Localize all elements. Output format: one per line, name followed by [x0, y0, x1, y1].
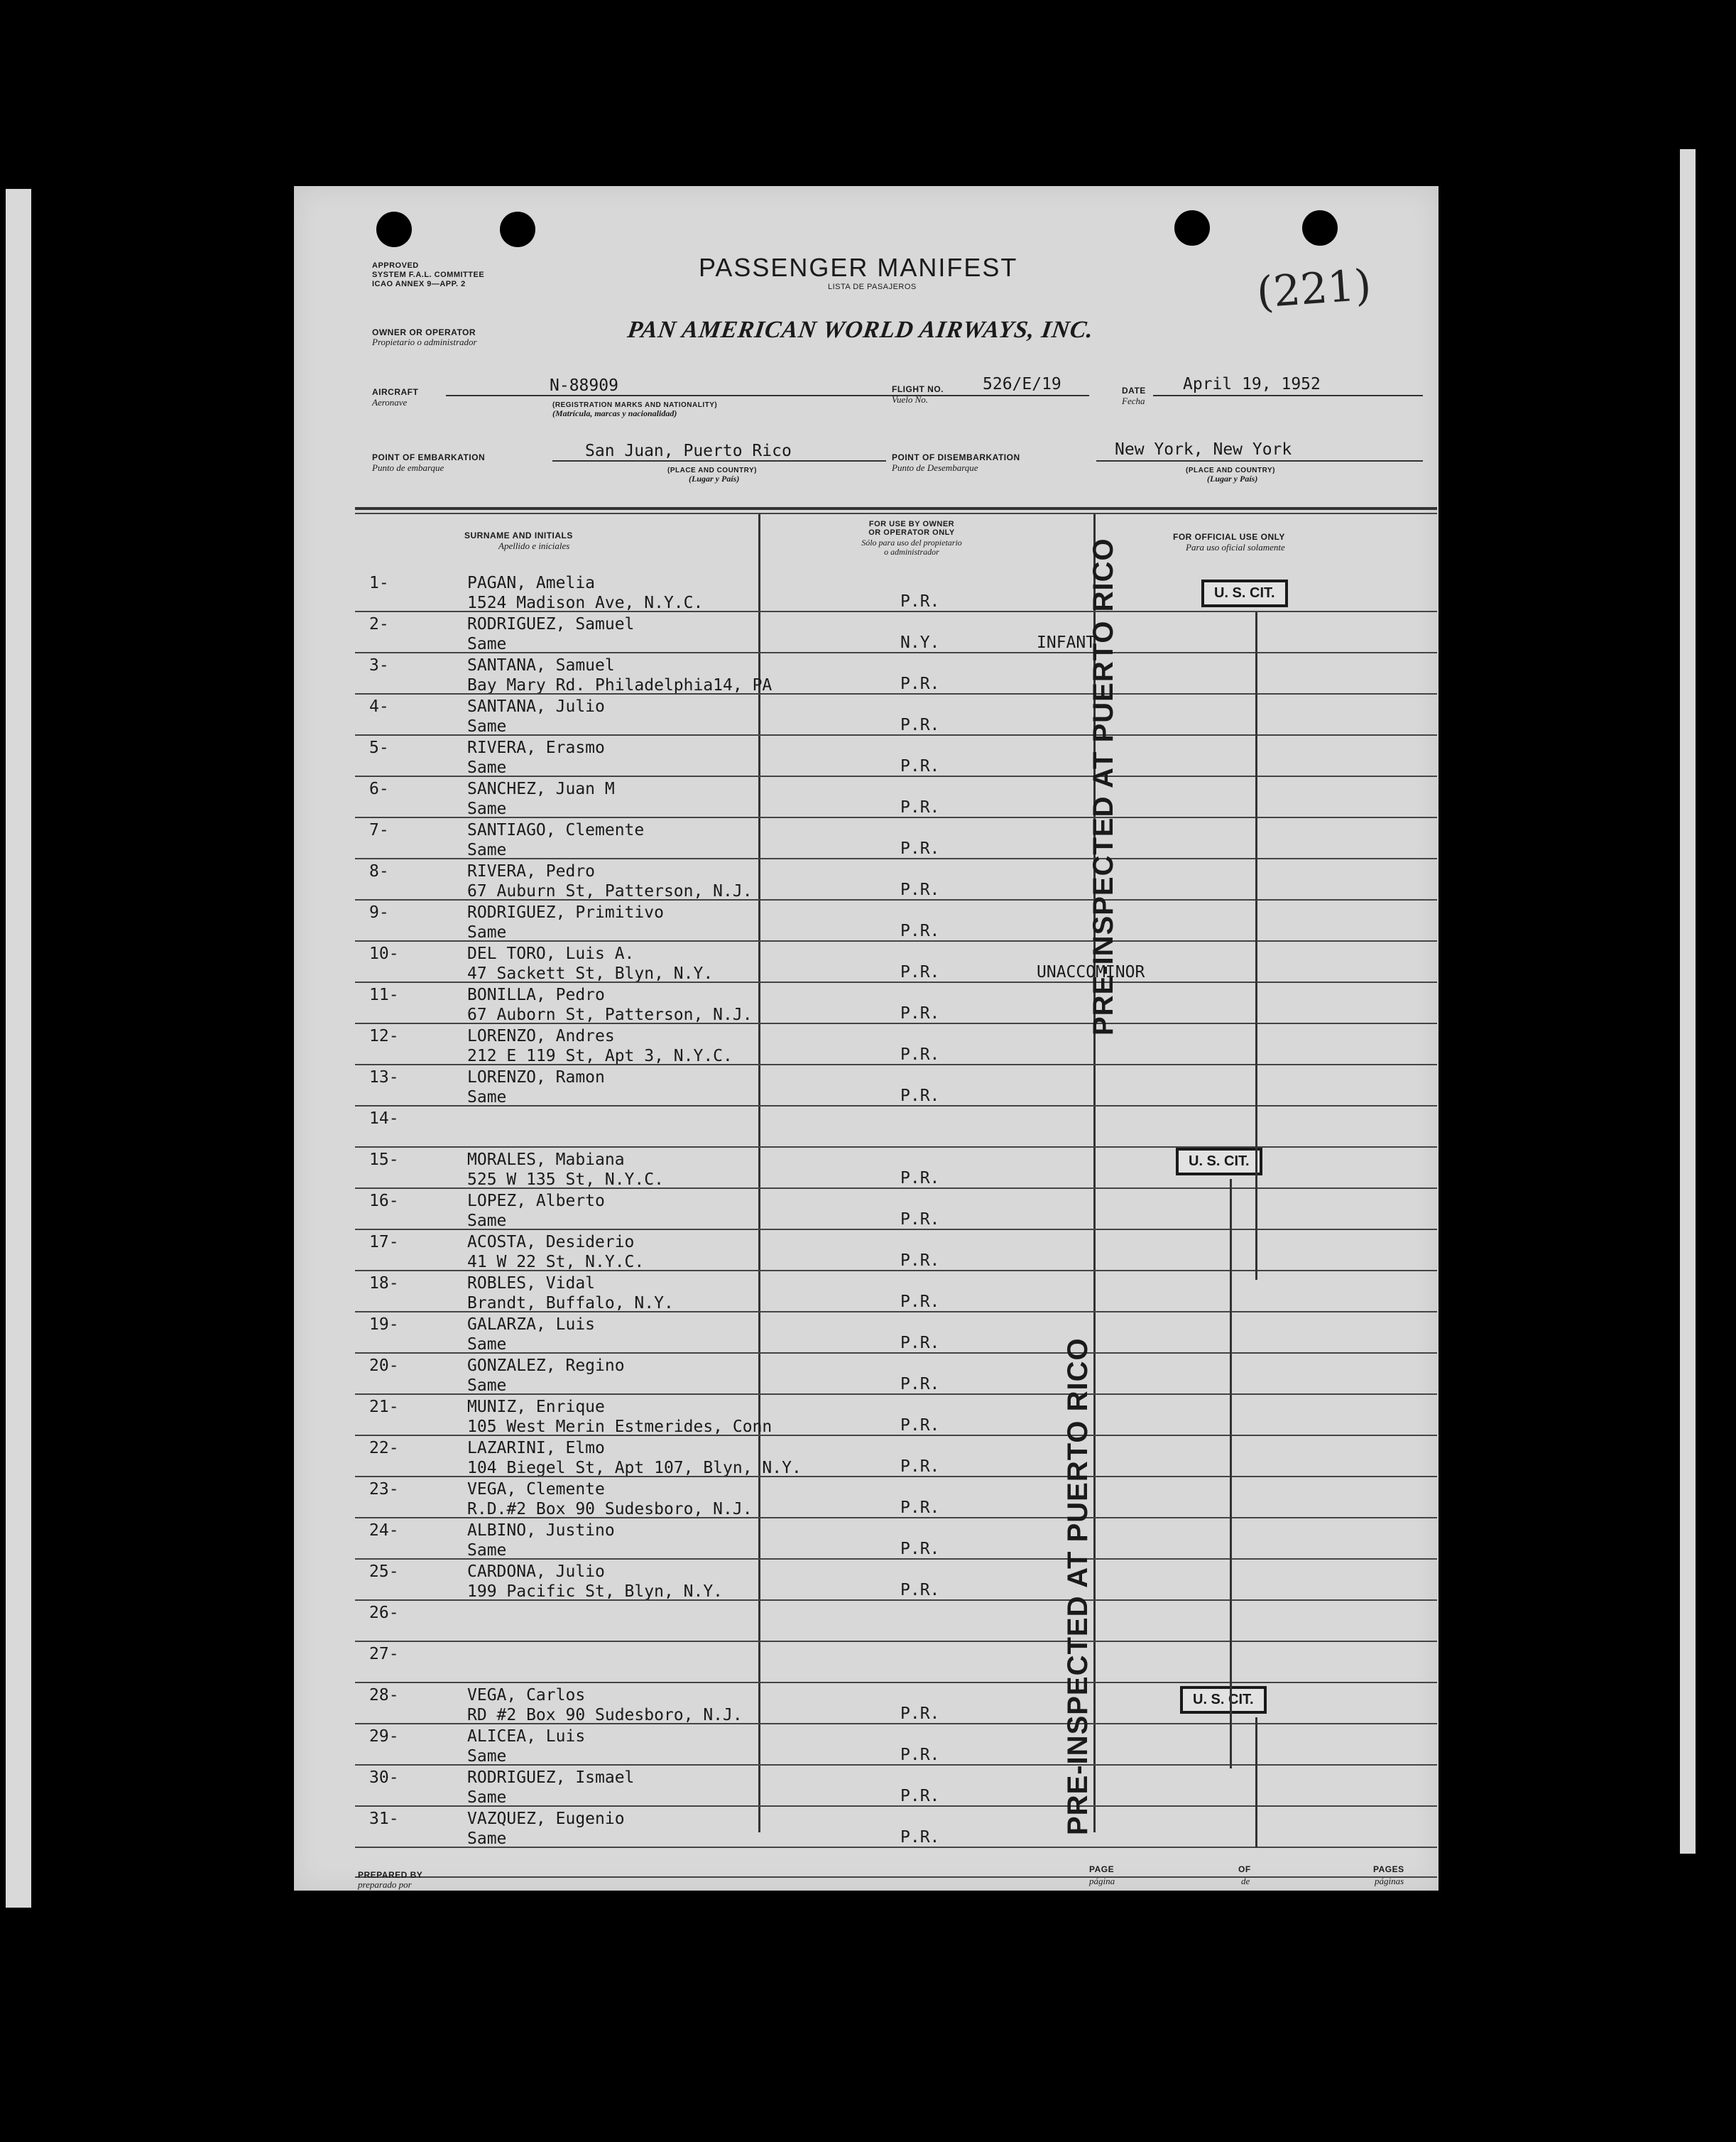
passenger-name: SANTANA, Julio	[467, 697, 605, 716]
col-surname-header: SURNAME AND INITIALS	[464, 531, 573, 540]
row-number: 26-	[369, 1604, 399, 1622]
passenger-address: R.D.#2 Box 90 Sudesboro, N.J.	[467, 1500, 753, 1518]
prepared-by-label-es: preparado por	[358, 1879, 412, 1890]
passenger-name: RODRIGUEZ, Primitivo	[467, 903, 664, 922]
disembarkation-label-es: Punto de Desembarque	[892, 462, 978, 473]
owner-code: P.R.	[900, 1375, 940, 1393]
row-number: 29-	[369, 1727, 399, 1746]
row-number: 19-	[369, 1315, 399, 1334]
table-row	[355, 777, 1437, 818]
row-number: 14-	[369, 1109, 399, 1128]
embarkation-sub2: (Lugar y País)	[689, 474, 740, 484]
row-number: 31-	[369, 1810, 399, 1828]
date-label: DATE	[1122, 386, 1146, 396]
row-number: 30-	[369, 1768, 399, 1787]
preinspected-stamp: PRE-INSPECTED AT PUERTO RICO	[1088, 538, 1119, 1035]
table-row	[355, 983, 1437, 1024]
passenger-name: ALICEA, Luis	[467, 1727, 586, 1746]
owner-code: P.R.	[900, 798, 940, 817]
table-row	[355, 1807, 1437, 1848]
owner-code: P.R.	[900, 1705, 940, 1723]
aircraft-label-es: Aeronave	[372, 397, 408, 408]
row-number: 4-	[369, 697, 389, 716]
passenger-address: Bay Mary Rd. Philadelphia14, PA	[467, 676, 773, 695]
passenger-address: Same	[467, 1747, 507, 1766]
stamp-bracket	[1230, 1179, 1232, 1768]
table-row	[355, 1148, 1437, 1189]
passenger-address: Same	[467, 1788, 507, 1807]
passenger-name: MORALES, Mabiana	[467, 1151, 625, 1169]
row-number: 16-	[369, 1192, 399, 1210]
row-number: 13-	[369, 1068, 399, 1087]
table-row	[355, 1107, 1437, 1148]
aircraft-label: AIRCRAFT	[372, 387, 419, 397]
passenger-address: Same	[467, 1376, 507, 1395]
aircraft-line	[446, 395, 1028, 396]
passenger-address: Same	[467, 759, 507, 777]
passenger-address: 212 E 119 St, Apt 3, N.Y.C.	[467, 1047, 733, 1065]
table-row	[355, 612, 1437, 653]
table-row	[355, 1436, 1437, 1477]
passenger-address: 1524 Madison Ave, N.Y.C.	[467, 594, 704, 612]
table-row	[355, 1354, 1437, 1395]
owner-code: P.R.	[900, 839, 940, 858]
embarkation-sub1: (PLACE AND COUNTRY)	[667, 467, 757, 474]
flight-line	[976, 395, 1089, 396]
passenger-address: 41 W 22 St, N.Y.C.	[467, 1253, 645, 1271]
row-number: 28-	[369, 1686, 399, 1705]
passenger-address: Same	[467, 1830, 507, 1848]
owner-code: P.R.	[900, 1787, 940, 1805]
passenger-address: Same	[467, 841, 507, 859]
film-edge-right	[1680, 149, 1696, 1854]
flight-value: 526/E/19	[983, 375, 1061, 393]
row-number: 21-	[369, 1398, 399, 1416]
passenger-name: SANCHEZ, Juan M	[467, 780, 615, 798]
aircraft-value: N-88909	[550, 376, 618, 395]
embarkation-label: POINT OF EMBARKATION	[372, 452, 486, 462]
passenger-address: Same	[467, 1541, 507, 1560]
row-number: 5-	[369, 739, 389, 757]
owner-code: P.R.	[900, 1004, 940, 1023]
passenger-name: VEGA, Carlos	[467, 1686, 586, 1705]
row-number: 12-	[369, 1027, 399, 1045]
col-owner-header-line: FOR USE BY OWNER	[868, 520, 955, 528]
page-title: PASSENGER MANIFEST	[699, 253, 1018, 282]
handwritten-number: (221)	[1255, 260, 1373, 318]
passenger-name: VEGA, Clemente	[467, 1480, 605, 1499]
disembarkation-value: New York, New York	[1115, 440, 1292, 459]
prepared-by-label: PREPARED BY	[358, 1870, 423, 1880]
manifest-page	[294, 186, 1439, 1891]
table-row	[355, 1271, 1437, 1312]
passenger-name: RIVERA, Erasmo	[467, 739, 605, 757]
table-row	[355, 1230, 1437, 1271]
owner-code: P.R.	[900, 1457, 940, 1476]
us-cit-stamp: U. S. CIT.	[1201, 580, 1288, 607]
row-number: 11-	[369, 986, 399, 1004]
embarkation-value: San Juan, Puerto Rico	[585, 442, 792, 460]
flight-label: FLIGHT NO.	[892, 384, 944, 394]
owner-note: INFANT	[1037, 634, 1096, 652]
passenger-name: LOPEZ, Alberto	[467, 1192, 605, 1210]
passenger-address: Same	[467, 923, 507, 942]
table-row	[355, 1477, 1437, 1518]
owner-code: N.Y.	[900, 634, 940, 652]
owner-code: P.R.	[900, 1746, 940, 1764]
col-owner-header-es-line: Sólo para uso del propietario	[861, 538, 962, 548]
passenger-name: RODRIGUEZ, Ismael	[467, 1768, 635, 1787]
date-value: April 19, 1952	[1183, 375, 1321, 393]
col-owner-header-es-line: o administrador	[884, 547, 939, 557]
passenger-address: Same	[467, 635, 507, 653]
col-owner-header-line: OR OPERATOR ONLY	[868, 528, 955, 537]
passenger-name: VAZQUEZ, Eugenio	[467, 1810, 625, 1828]
passenger-address: 199 Pacific St, Blyn, N.Y.	[467, 1582, 724, 1601]
passenger-name: SANTIAGO, Clemente	[467, 821, 645, 839]
passenger-name: CARDONA, Julio	[467, 1562, 605, 1581]
row-number: 2-	[369, 615, 389, 634]
date-label-es: Fecha	[1122, 396, 1145, 406]
passenger-name: RIVERA, Pedro	[467, 862, 596, 881]
owner-code: P.R.	[900, 963, 940, 982]
row-number: 15-	[369, 1151, 399, 1169]
pages-label: PAGES	[1373, 1864, 1404, 1874]
row-number: 7-	[369, 821, 389, 839]
disembarkation-sub1: (PLACE AND COUNTRY)	[1186, 467, 1275, 474]
owner-code: P.R.	[900, 1169, 940, 1187]
passenger-address: Same	[467, 717, 507, 736]
table-row	[355, 1642, 1437, 1683]
passenger-name: RODRIGUEZ, Samuel	[467, 615, 635, 634]
row-number: 22-	[369, 1439, 399, 1457]
flight-label-es: Vuelo No.	[892, 394, 929, 405]
table-row	[355, 1024, 1437, 1065]
row-number: 27-	[369, 1645, 399, 1663]
stamp-bracket	[1255, 612, 1257, 1280]
table-row	[355, 1518, 1437, 1560]
date-line	[1153, 395, 1423, 396]
table-row	[355, 653, 1437, 695]
passenger-address: Brandt, Buffalo, N.Y.	[467, 1294, 674, 1312]
owner-code: P.R.	[900, 1416, 940, 1435]
row-number: 9-	[369, 903, 389, 922]
owner-label: OWNER OR OPERATOR	[372, 327, 476, 337]
table-row	[355, 695, 1437, 736]
owner-code: P.R.	[900, 757, 940, 776]
owner-code: P.R.	[900, 1828, 940, 1847]
us-cit-stamp: U. S. CIT.	[1180, 1686, 1267, 1714]
table-row	[355, 1189, 1437, 1230]
passenger-address: Same	[467, 1335, 507, 1354]
disembarkation-sub2: (Lugar y País)	[1207, 474, 1258, 484]
table-row	[355, 1560, 1437, 1601]
row-number: 18-	[369, 1274, 399, 1293]
table-row	[355, 859, 1437, 901]
row-number: 6-	[369, 780, 389, 798]
owner-code: P.R.	[900, 1581, 940, 1599]
passenger-name: LORENZO, Ramon	[467, 1068, 605, 1087]
punch-hole	[500, 212, 535, 247]
table-row	[355, 1312, 1437, 1354]
of-label: OF	[1238, 1864, 1251, 1874]
owner-code: P.R.	[900, 1540, 940, 1558]
passenger-name: SANTANA, Samuel	[467, 656, 615, 675]
owner-code: P.R.	[900, 1499, 940, 1517]
row-number: 1-	[369, 574, 389, 592]
col-owner-header-es	[826, 538, 997, 557]
passenger-name: ALBINO, Justino	[467, 1521, 615, 1540]
table-row	[355, 1766, 1437, 1807]
table-row	[355, 1065, 1437, 1107]
passenger-name: GONZALEZ, Regino	[467, 1357, 625, 1375]
owner-code: P.R.	[900, 1251, 940, 1270]
table-row	[355, 736, 1437, 777]
punch-hole	[1302, 210, 1338, 246]
passenger-address: 67 Auburn St, Patterson, N.J.	[467, 882, 753, 901]
passenger-address: Same	[467, 1088, 507, 1107]
row-number: 20-	[369, 1357, 399, 1375]
passenger-name: ACOSTA, Desiderio	[467, 1233, 635, 1251]
disembarkation-line	[1096, 460, 1423, 462]
passenger-name: MUNIZ, Enrique	[467, 1398, 605, 1416]
owner-code: P.R.	[900, 1293, 940, 1311]
approved-line: APPROVED	[372, 261, 419, 270]
passenger-name: LORENZO, Andres	[467, 1027, 615, 1045]
passenger-address: 105 West Merin Estmerides, Conn	[467, 1418, 773, 1436]
row-rule	[355, 1847, 1437, 1848]
table-row	[355, 1683, 1437, 1724]
passenger-name: GALARZA, Luis	[467, 1315, 596, 1334]
passenger-address: 525 W 135 St, N.Y.C.	[467, 1170, 664, 1189]
approved-line: ICAO ANNEX 9—APP. 2	[372, 280, 466, 288]
table-row	[355, 1395, 1437, 1436]
aircraft-sub2: (Matrícula, marcas y nacionalidad)	[552, 408, 677, 418]
approved-block	[372, 261, 484, 289]
owner-code: P.R.	[900, 881, 940, 899]
page-label-es: página	[1089, 1876, 1115, 1886]
row-number: 3-	[369, 656, 389, 675]
table-row	[355, 942, 1437, 983]
us-cit-stamp: U. S. CIT.	[1176, 1148, 1262, 1175]
passenger-name: BONILLA, Pedro	[467, 986, 605, 1004]
passenger-address: RD #2 Box 90 Sudesboro, N.J.	[467, 1706, 743, 1724]
passenger-address: Same	[467, 800, 507, 818]
col-owner-header	[841, 520, 983, 537]
passenger-name: DEL TORO, Luis A.	[467, 945, 635, 963]
passenger-name: ROBLES, Vidal	[467, 1274, 596, 1293]
disembarkation-label: POINT OF DISEMBARKATION	[892, 452, 1020, 462]
table-top-rule	[355, 507, 1437, 510]
embarkation-label-es: Punto de embarque	[372, 462, 444, 473]
row-number: 8-	[369, 862, 389, 881]
embarkation-line	[552, 460, 886, 462]
owner-code: P.R.	[900, 1045, 940, 1064]
owner-code: P.R.	[900, 716, 940, 734]
row-number: 10-	[369, 945, 399, 963]
film-edge-left	[6, 189, 31, 1908]
preinspected-stamp: PRE-INSPECTED AT PUERTO RICO	[1062, 1337, 1093, 1835]
page-title-es: LISTA DE PASAJEROS	[828, 283, 917, 291]
page-label: PAGE	[1089, 1864, 1115, 1874]
of-label-es: de	[1241, 1876, 1250, 1886]
owner-label-es: Propietario o administrador	[372, 337, 477, 347]
row-number: 25-	[369, 1562, 399, 1581]
col-surname-header-es: Apellido e iniciales	[498, 540, 570, 551]
passenger-address: Same	[467, 1212, 507, 1230]
col-official-header: FOR OFFICIAL USE ONLY	[1173, 532, 1285, 542]
punch-hole	[376, 212, 412, 247]
row-number: 24-	[369, 1521, 399, 1540]
punch-hole	[1174, 210, 1210, 246]
owner-code: P.R.	[900, 1087, 940, 1105]
row-number: 23-	[369, 1480, 399, 1499]
owner-code: P.R.	[900, 592, 940, 611]
passenger-name: PAGAN, Amelia	[467, 574, 596, 592]
owner-note: UNACCOMINOR	[1037, 963, 1145, 982]
stamp-bracket	[1255, 1717, 1257, 1848]
table-row	[355, 1724, 1437, 1766]
aircraft-sub1: (REGISTRATION MARKS AND NATIONALITY)	[552, 401, 718, 409]
table-row	[355, 901, 1437, 942]
table-row	[355, 1601, 1437, 1642]
pages-label-es: páginas	[1375, 1876, 1404, 1886]
passenger-address: 47 Sackett St, Blyn, N.Y.	[467, 964, 714, 983]
row-number: 17-	[369, 1233, 399, 1251]
owner-code: P.R.	[900, 1210, 940, 1229]
col-official-header-es: Para uso oficial solamente	[1186, 542, 1285, 553]
footer-rule	[355, 1876, 1437, 1878]
owner-code: P.R.	[900, 675, 940, 693]
table-row	[355, 818, 1437, 859]
carrier-name: PAN AMERICAN WORLD AIRWAYS, INC.	[626, 317, 1096, 343]
owner-code: P.R.	[900, 1334, 940, 1352]
table-top-rule-2	[355, 513, 1437, 514]
approved-line: SYSTEM F.A.L. COMMITTEE	[372, 271, 485, 279]
passenger-address: 67 Auborn St, Patterson, N.J.	[467, 1006, 753, 1024]
passenger-address: 104 Biegel St, Apt 107, Blyn, N.Y.	[467, 1459, 802, 1477]
passenger-name: LAZARINI, Elmo	[467, 1439, 605, 1457]
owner-code: P.R.	[900, 922, 940, 940]
